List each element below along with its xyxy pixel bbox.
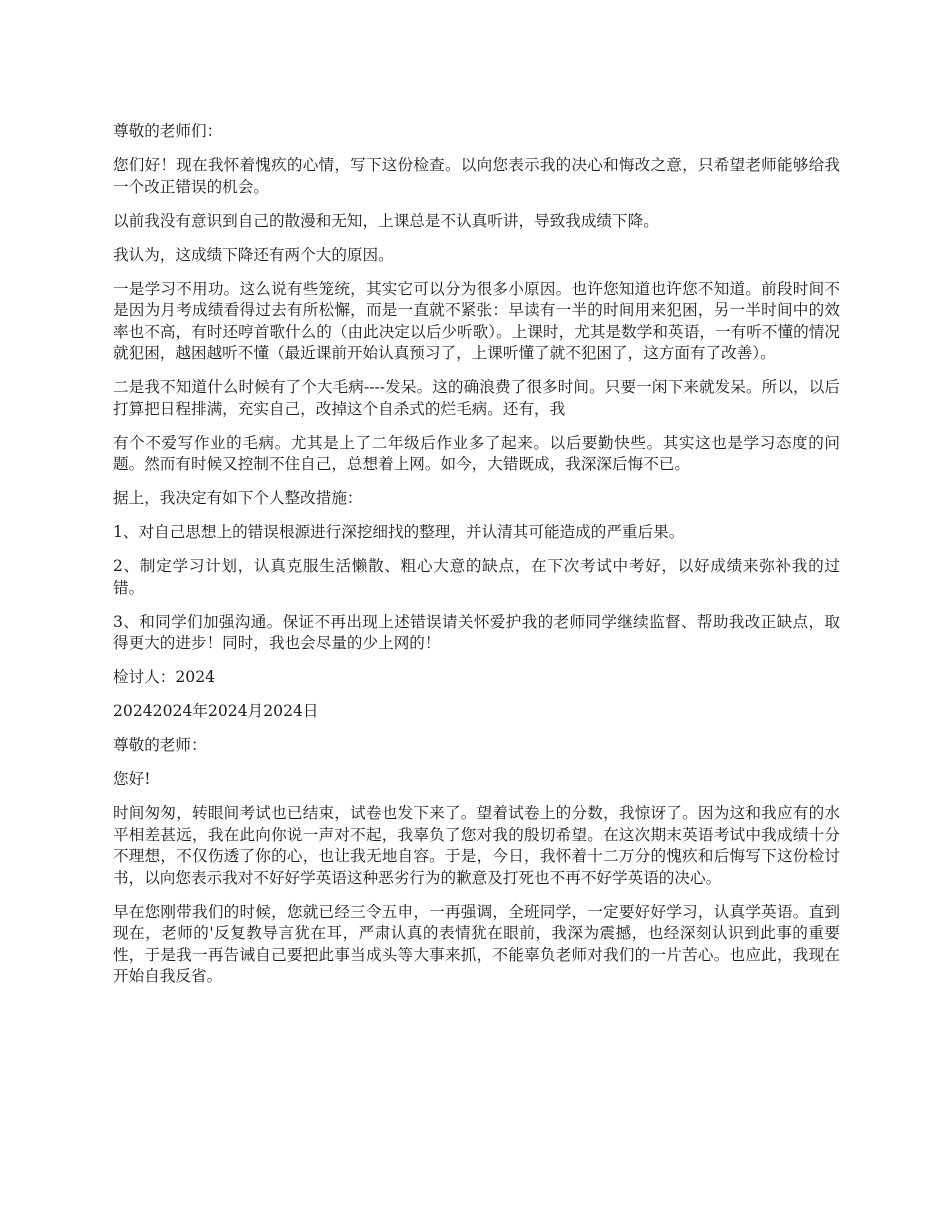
paragraph: 早在您刚带我们的时候，您就已经三令五申，一再强调，全班同学，一定要好好学习，认真学英语。直到现在，老师的'反复教导言犹在耳，严肃认真的表情犹在眼前，我深为震撼，也经深刻认识到此事的重要性，于是我一再告诫自己要把此事当成头等大事来抓，不能辜负老师对我们的一片苦心。也应此，我现在开始自我反省。 [113, 902, 840, 985]
salutation: 尊敬的老师们： [113, 122, 223, 140]
date-line: 20242024年2024月2024日 [113, 702, 319, 720]
list-item: 2、制定学习计划，认真克服生活懒散、粗心大意的缺点，在下次考试中考好，以好成绩来弥补我的过错。 [113, 557, 840, 597]
paragraph: 我认为，这成绩下降还有两个大的原因。 [113, 245, 394, 264]
paragraph: 一是学习不用功。这么说有些笼统，其实它可以分为很多小原因。也许您知道也许您不知道。前段时间不是因为月考成绩看得过去有所松懈，而是一直就不紧张：早读有一半的时间用来犯困，另一半时间中的效率也不高，有时还哼首歌什么的（由此决定以后少听歌）。上课时，尤其是数学和英语，一有听不懂的情况就犯困，越困越听不懂（最近课前开始认真预习了，上课听懂了就不犯困了，这方面有了改善）。 [113, 279, 840, 362]
paragraph: 二是我不知道什么时候有了个大毛病----发呆。这的确浪费了很多时间。只要一闲下来就发呆。所以，以后打算把日程排满，充实自己，改掉这个自杀式的烂毛病。还有，我 [113, 378, 840, 418]
greeting: 您好! [113, 770, 151, 788]
paragraph: 时间匆匆，转眼间考试也已结束，试卷也发下来了。望着试卷上的分数，我惊讶了。因为这和我应有的水平相差甚远，我在此向你说一声对不起，我辜负了您对我的殷切希望。在这次期末英语考试中我成绩十分不理想，不仅伤透了你的心，也让我无地自容。于是，今日，我怀着十二万分的愧疚和后悔写下这份检讨书，以向您表示我对不好好学英语这种恶劣行为的歉意及打死也不再不好学英语的决心。 [113, 804, 840, 887]
document-body [113, 121, 840, 1000]
list-item: 3、和同学们加强沟通。保证不再出现上述错误请关怀爱护我的老师同学继续监督、帮助我改正缺点，取得更大的进步！同时，我也会尽量的少上网的！ [113, 612, 840, 652]
list-item: 1、对自己思想上的错误根源进行深挖细找的整理，并认清其可能造成的严重后果。 [113, 523, 685, 541]
salutation: 尊敬的老师： [113, 736, 207, 754]
signature-line: 检讨人：2024 [113, 668, 216, 686]
paragraph: 有个不爱写作业的毛病。尤其是上了二年级后作业多了起来。以后要勤快些。其实这也是学习态度的问题。然而有时候又控制不住自己，总想着上网。如今，大错既成，我深深后悔不已。 [113, 433, 840, 473]
paragraph: 以前我没有意识到自己的散漫和无知，上课总是不认真听讲，导致我成绩下降。 [113, 211, 659, 230]
paragraph: 您们好！现在我怀着愧疚的心情，写下这份检查。以向您表示我的决心和悔改之意，只希望老师能够给我一个改正错误的机会。 [113, 156, 840, 196]
paragraph: 据上，我决定有如下个人整改措施： [113, 489, 363, 507]
